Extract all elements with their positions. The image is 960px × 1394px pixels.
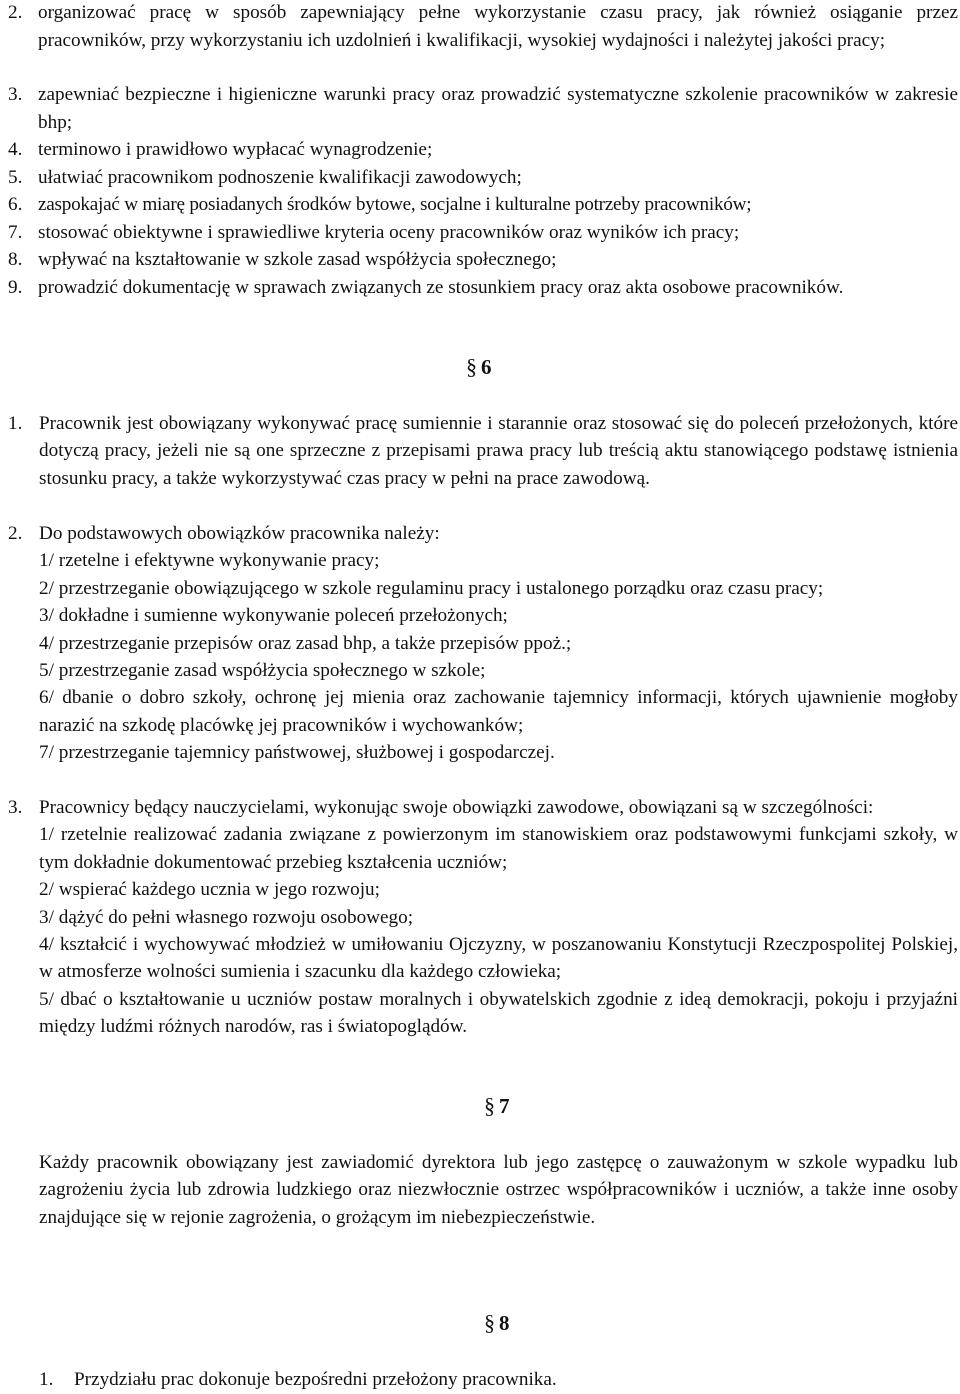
point-body <box>39 794 958 1041</box>
sub-item: 3/ dążyć do pełni własnego rozwoju osobowego; <box>39 906 414 928</box>
section-symbol: § <box>484 1093 495 1118</box>
point-text: Pracownik jest obowiązany wykonywać pracę sumiennie i starannie oraz stosować się do poleceń przełożonych, które dotyczą pracy, jeżeli nie są one sprzeczne z przepisami prawa pracy lub treścią aktu stanowiącego podstawę istnienia stosunku pracy, a także wykorzystywać czas pracy w pełni na prace zawodową. <box>39 413 958 489</box>
list-item <box>8 246 958 274</box>
sub-item: 2/ wspierać każdego ucznia w jego rozwoju; <box>39 879 380 901</box>
sub-item: 5/ dbać o kształtowanie u uczniów postaw moralnych i obywatelskich zgodnie z ideą demokracji, pokoju i przyjaźni między ludźmi różnych narodów, ras i światopoglądów. <box>39 988 958 1038</box>
section-symbol: § <box>466 354 477 379</box>
item-text: wpływać na kształtowanie w szkole zasad współżycia społecznego; <box>38 249 557 270</box>
section8-point-1 <box>39 1366 958 1393</box>
section-number: 7 <box>499 1094 510 1118</box>
item-text: zapewniać bezpieczne i higieniczne warunki pracy oraz prowadzić systematyczne szkolenie pracowników w zakresie bhp; <box>38 84 958 133</box>
item-text: stosować obiektywne i sprawiedliwe kryteria oceny pracowników oraz wyników ich pracy; <box>38 221 740 243</box>
sub-item: 1/ rzetelnie realizować zadania związane z powierzonym im stanowiskiem oraz podstawowymi funkcjami szkoły, w tym dokładnie dokumentować przebieg kształcenia uczniów; <box>39 824 958 873</box>
employer-duties-list <box>8 0 958 301</box>
point-body <box>39 520 958 767</box>
item-number: 2. <box>8 2 23 23</box>
list-item <box>8 0 958 81</box>
section-heading-6 <box>466 354 492 380</box>
item-number: 5. <box>8 166 23 188</box>
item-text: organizować pracę w sposób zapewniający pełne wykorzystanie czasu pracy, jak również osiąganie przez pracowników, przy wykorzystaniu ich uzdolnień i kwalifikacji, wysokiej wydajności i należytej jakości pracy; <box>38 2 958 51</box>
list-item <box>8 81 958 136</box>
sub-item: 7/ przestrzeganie tajemnicy państwowej, służbowej i gospodarczej. <box>39 742 555 764</box>
item-number: 9. <box>8 276 23 298</box>
sub-item: 4/ przestrzeganie przepisów oraz zasad bhp, a także przepisów ppoż.; <box>39 632 572 654</box>
sub-item: 4/ kształcić i wychowywać młodzież w umiłowaniu Ojczyzny, w poszanowaniu Konstytucji Rzeczpospolitej Polskiej, w atmosferze wolności sumienia i szacunku dla każdego człowieka; <box>39 934 958 983</box>
list-item <box>8 164 958 192</box>
list-item <box>8 191 958 219</box>
list-item <box>8 274 958 302</box>
point-number: 2. <box>8 523 23 544</box>
sub-item: 2/ przestrzeganie obowiązującego w szkole regulaminu pracy i ustalonego porządku oraz czasu pracy; <box>39 577 824 599</box>
section6-point-3 <box>8 794 958 1041</box>
section-number: 6 <box>481 355 492 379</box>
sub-item: 6/ dbanie o dobro szkoły, ochronę jej mienia oraz zachowanie tajemnicy informacji, których ujawnienie mogłoby narazić na szkodę placówkę jej pracowników i wychowanków; <box>39 687 958 736</box>
sub-item: 3/ dokładne i sumienne wykonywanie poleceń przełożonych; <box>39 605 508 627</box>
section-heading-7 <box>484 1093 510 1119</box>
section-heading-8 <box>484 1310 510 1336</box>
list-item <box>8 136 958 164</box>
item-text: ułatwiać pracownikom podnoszenie kwalifikacji zawodowych; <box>38 166 522 188</box>
item-number: 7. <box>8 221 23 243</box>
sub-item: 1/ rzetelne i efektywne wykonywanie pracy; <box>39 550 380 572</box>
point-number: 3. <box>8 797 23 818</box>
list-item <box>8 219 958 247</box>
item-number: 6. <box>8 194 23 215</box>
point-text: Przydziału prac dokonuje bezpośredni przełożony pracownika. <box>74 1369 557 1390</box>
point-intro: Pracownicy będący nauczycielami, wykonując swoje obowiązki zawodowe, obowiązani są w szczególności: <box>39 797 874 818</box>
point-number: 1. <box>8 413 23 434</box>
section6-point-2 <box>8 520 958 767</box>
section7-paragraph: Każdy pracownik obowiązany jest zawiadomić dyrektora lub jego zastępcę o zauważonym w szkole wypadku lub zagrożeniu życia lub zdrowia ludzkiego oraz niezwłocznie ostrzec współpracowników i uczniów, a także inne osoby znajdujące się w rejonie zagrożenia, o grożącym im niebezpieczeństwie. <box>39 1152 958 1228</box>
section6-point-1 <box>8 410 958 492</box>
point-number: 1. <box>39 1369 54 1390</box>
item-number: 8. <box>8 249 23 270</box>
item-text: zaspokajać w miarę posiadanych środków bytowe, socjalne i kulturalne potrzeby pracowników; <box>38 194 752 215</box>
item-number: 4. <box>8 139 23 160</box>
point-intro: Do podstawowych obowiązków pracownika należy: <box>39 523 440 544</box>
item-text: terminowo i prawidłowo wypłacać wynagrodzenie; <box>38 139 433 160</box>
section-number: 8 <box>499 1311 510 1335</box>
sub-item: 5/ przestrzeganie zasad współżycia społecznego w szkole; <box>39 660 486 682</box>
item-number: 3. <box>8 84 23 105</box>
section-symbol: § <box>484 1310 495 1335</box>
item-text: prowadzić dokumentację w sprawach związanych ze stosunkiem pracy oraz akta osobowe pracowników. <box>38 276 844 298</box>
